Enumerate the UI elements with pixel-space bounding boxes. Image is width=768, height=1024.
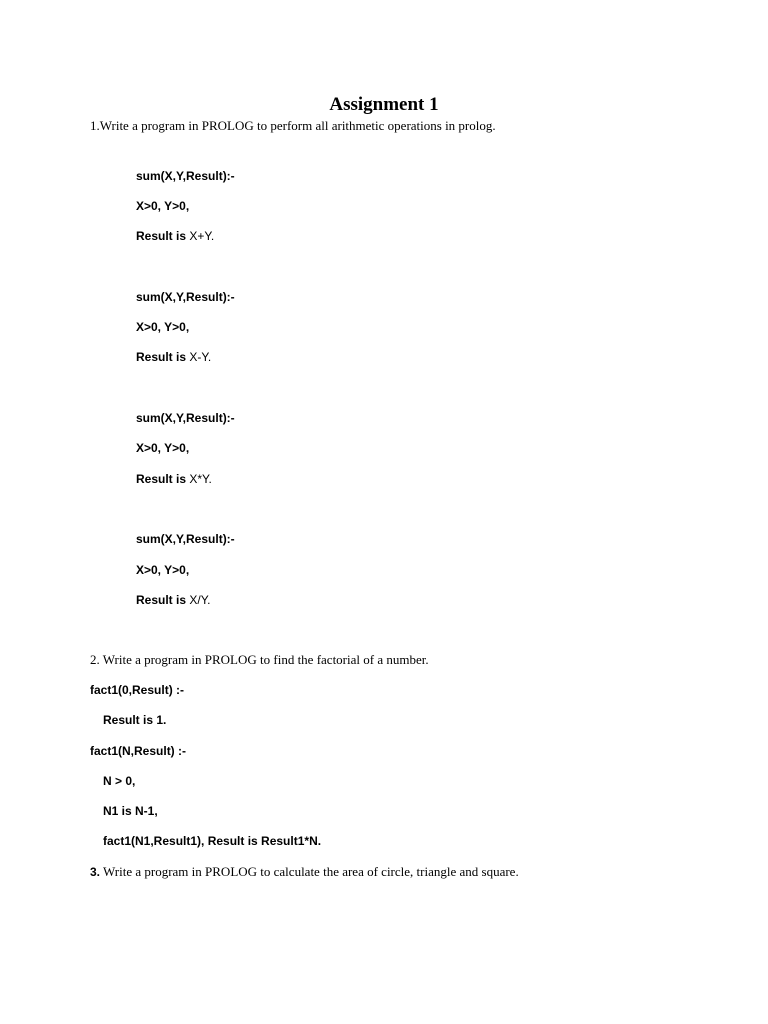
question-2: 2. Write a program in PROLOG to find the factorial of a number. [90,652,429,667]
rule-3-result-expr: X*Y. [189,472,212,486]
rule-2-result-prefix: Result is [136,350,190,364]
question-3-number: 3. [90,865,101,879]
rule-2-result [136,349,211,365]
rule-3-result-prefix: Result is [136,472,190,486]
factorial-base-head: fact1(0,Result) :- [90,683,185,697]
question-3 [90,863,519,881]
rule-1-result-prefix: Result is [136,229,190,243]
rule-1-result [136,228,214,244]
factorial-rec-condition: N > 0, [103,774,136,788]
rule-3-head: sum(X,Y,Result):- [136,411,235,425]
rule-3-result [136,471,212,487]
factorial-rec-decrement: N1 is N-1, [103,804,158,818]
rule-4-head: sum(X,Y,Result):- [136,532,235,546]
question-3-text: Write a program in PROLOG to calculate the area of circle, triangle and square. [100,864,519,879]
rule-4-result [136,592,211,608]
page-title: Assignment 1 [329,94,439,115]
rule-1-head: sum(X,Y,Result):- [136,169,235,183]
question-1: 1.Write a program in PROLOG to perform all arithmetic operations in prolog. [90,118,496,133]
factorial-rec-head: fact1(N,Result) :- [90,744,187,758]
rule-2-result-expr: X-Y. [189,350,212,364]
rule-2-condition: X>0, Y>0, [136,320,190,334]
factorial-rec-call: fact1(N1,Result1), Result is Result1*N. [103,834,322,848]
rule-4-result-prefix: Result is [136,593,190,607]
rule-4-result-expr: X/Y. [189,593,211,607]
rule-1-result-expr: X+Y. [189,229,215,243]
rule-2-head: sum(X,Y,Result):- [136,290,235,304]
rule-3-condition: X>0, Y>0, [136,441,190,455]
rule-1-condition: X>0, Y>0, [136,199,190,213]
factorial-base-body: Result is 1. [103,713,167,727]
rule-4-condition: X>0, Y>0, [136,563,190,577]
